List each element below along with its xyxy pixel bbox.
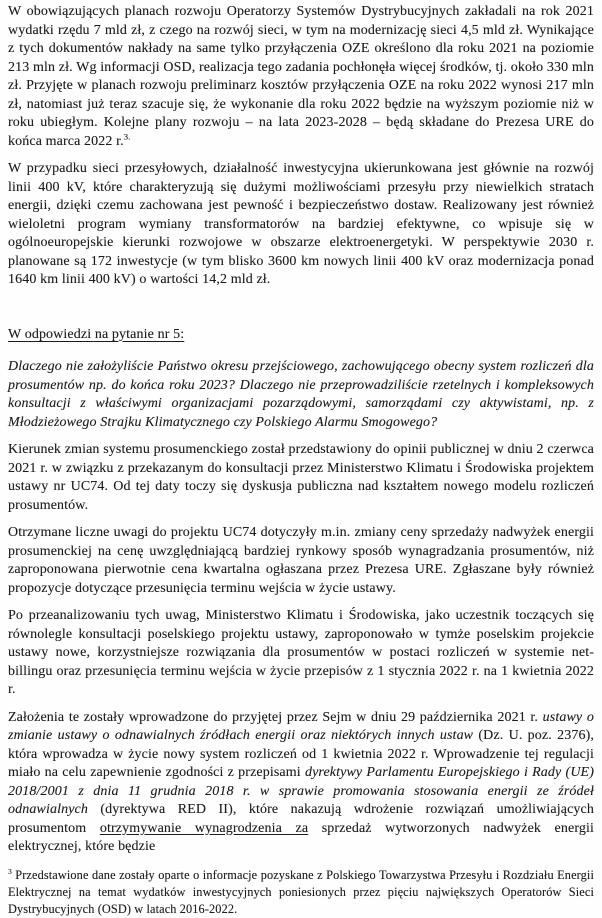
section-heading-answer-5	[8, 326, 594, 345]
text-run: Założenia te zostały wprowadzone do przyjętej przez Sejm w dniu 29 października 2021 r.	[8, 709, 543, 725]
text-run: otrzymywanie wynagrodzenia za	[99, 820, 309, 836]
question-paragraph	[8, 358, 594, 432]
footnote-marker: 3.	[123, 130, 131, 141]
paragraph-sejm-act	[8, 709, 594, 857]
text-run: dyrektywy Parlamentu Europejskiego i Rady (UE) 2018/2001 z dnia 11 grudnia 2018 r. w sprawie promowania stosowania energii ze źródeł odnawialnych	[8, 765, 595, 817]
paragraph-ministry-proposal	[8, 607, 594, 700]
paragraph-distribution-investment	[8, 3, 594, 151]
paragraph-uc74-remarks	[8, 524, 594, 598]
text-run: Dlaczego nie założyliście Państwo okresu przejściowego, zachowującego obecny system rozliczeń dla prosumentów np. do końca roku 2023? Dlaczego nie przeprowadziliście rzetelnych i kompleksowych konsultacji z właściwymi organizacjami pozarządowymi, samorządami czy aktywistami, np. z Młodzieżowego Strajku Klimatycznego czy Polskiego Alarmu Smogowego?	[8, 359, 594, 430]
text-run: sprzedaż wytworzonych nadwyżek energii elektrycznej, które będzie	[8, 820, 595, 854]
text-run: Przedstawione dane zostały oparte o informacje pozyskane z Polskiego Towarzystwa Przesyłu i Rozdziału Energii Elektrycznej na temat wydatków inwestycyjnych poniesionych przez pięciu największych Operatorów Sieci Dystrybucyjnych (OSD) w latach 2016-2022.	[8, 867, 594, 916]
text-run: W przypadku sieci przesyłowych, działalność inwestycyjna ukierunkowana jest głównie na rozwój linii 400 kV, które charakteryzują się dużymi możliwościami przesyłu przy niewielkich stratach energii, dzięki czemu zachowana jest pewność i bezpieczeństwo dostaw. Realizowany jest również wieloletni program wymiany transformatorów na bardziej efektywne, co wpisuje się w ogólnoeuropejskie kierunki rozwojowe w obszarze elektroenergetyki. W perspektywie 2030 r. planowane są 172 inwestycje (w tym blisko 3600 km nowych linii 400 kV oraz modernizacja ponad 1640 km linii 400 kV) o wartości 14,2 mld zł.	[8, 161, 594, 287]
footnote-marker: 3	[8, 866, 12, 876]
text-run: W odpowiedzi na pytanie nr 5:	[8, 326, 185, 342]
text-run: (Dz. U. poz. 2376), która wprowadza w życie nowy system rozliczeń od 1 kwietnia 2022 r. Wprowadzenie tej regulacji miało na celu zapewnienie zgodności z przepisami	[8, 728, 594, 780]
text-run: Po przeanalizowaniu tych uwag, Ministerstwo Klimatu i Środowiska, jako uczestnik toczących się równolegle konsultacji poselskiego projektu ustawy, zaproponowało w tymże poselskim projekcie ustawy nowe, korzystniejsze rozwiązania dla prosumentów w postaci rozliczeń w systemie net-billingu oraz przesunięcia terminu wejścia w życie przepisów z 1 stycznia 2022 r. na 1 kwietnia 2022 r.	[8, 608, 594, 697]
paragraph-transmission-investment	[8, 160, 594, 290]
text-run: Otrzymane liczne uwagi do projektu UC74 dotyczyły m.in. zmiany ceny sprzedaży nadwyżek energii prosumenckiej na cenę uwzględniającą bardziej rynkowy sposób wynagradzania prosumentów, niż zaproponowana pierwotnie cena kwartalna ogłaszana przez Prezesa URE. Zgłaszane były również propozycje dotyczące przesunięcia terminu wejścia w życie ustawy.	[8, 525, 594, 596]
text-run: Kierunek zmian systemu prosumenckiego został przedstawiony do opinii publicznej w dniu 2 czerwca 2021 r. w związku z przekazanym do konsultacji przez Ministerstwo Klimatu i Środowiska projektem ustawy nr UC74. Od tej daty toczy się dyskusja publiczna nad kształtem nowego modelu rozliczeń prosumentów.	[8, 442, 594, 513]
text-run: (dyrektywa RED II), które nakazują wdrożenie rozwiązań umożliwiających prosumentom	[8, 802, 594, 836]
text-run: ustawy o zmianie ustawy o odnawialnych źródłach energii oraz niektórych innych ustaw	[8, 709, 594, 743]
footnote-3	[8, 867, 594, 918]
text-run: W obowiązujących planach rozwoju Operatorzy Systemów Dystrybucyjnych zakładali na rok 2021 wydatki rzędu 7 mld zł, z czego na rozwój sieci, w tym na modernizację sieci 4,5 mld zł. Wynikające z tych dokumentów nakłady na same tylko przyłączenia OZE określono dla roku 2021 na poziomie 213 mln zł. Wg informacji OSD, realizacja tego zadania pochłonęła więcej środków, tj. około 330 mln zł. Przyjęte w planach rozwoju preliminarz kosztów przyłączenia OZE na roku 2022 wynosi 217 mln zł, natomiast już teraz szacuje się, że wykonanie dla roku 2022 będzie na wyższym poziomie niż w roku ubiegłym. Kolejne plany rozwoju – na lata 2023-2028 – będą składane do Prezesa URE do końca marca 2022 r.	[8, 4, 594, 149]
paragraph-uc74-presentation	[8, 441, 594, 515]
